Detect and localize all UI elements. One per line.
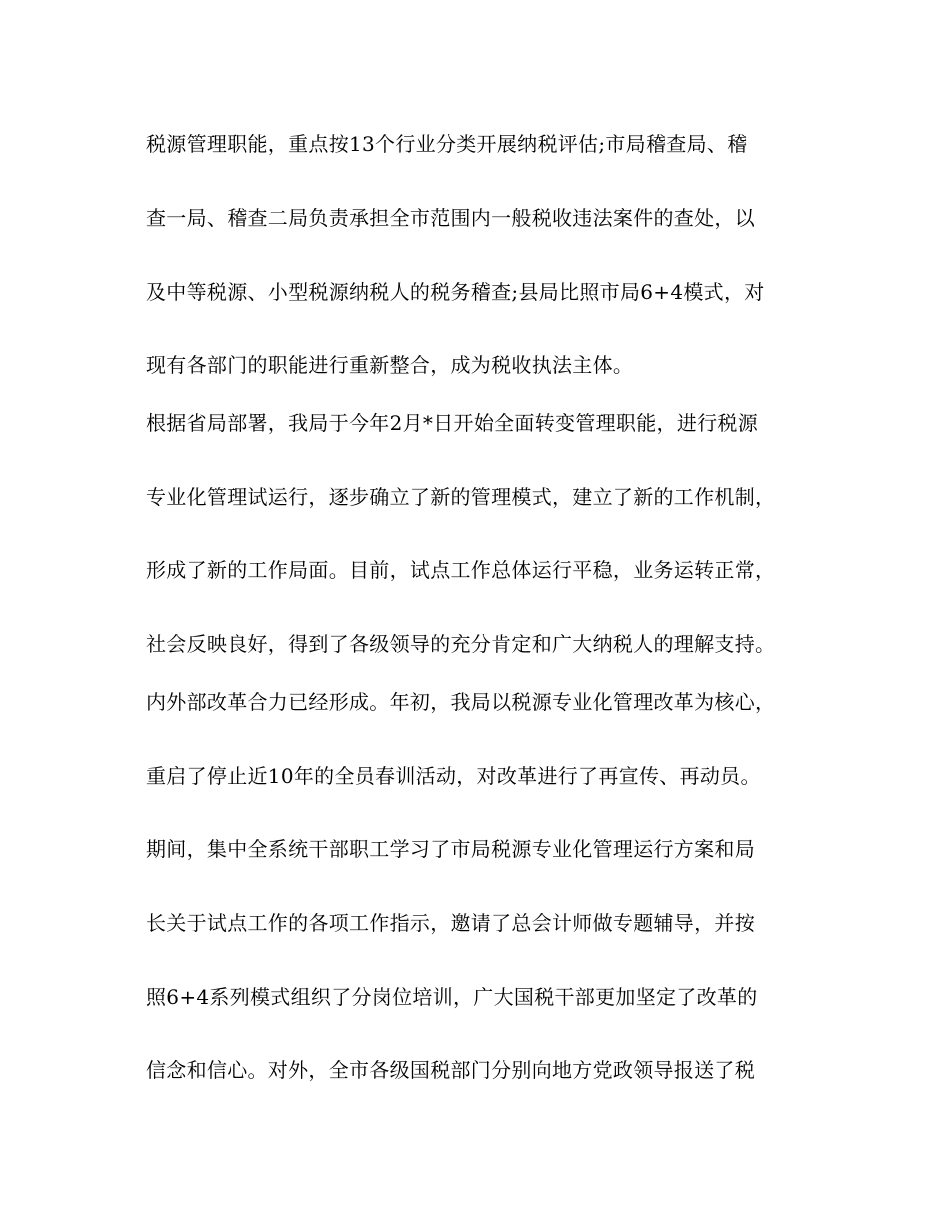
text-line-10: 重启了停止近10年的全员春训活动，对改革进行了再宣传、再动员。 <box>146 764 761 788</box>
text-line-11: 期间，集中全系统干部职工学习了市局税源专业化管理运行方案和局 <box>146 837 755 861</box>
text-line-13: 照6+4系列模式组织了分岗位培训，广大国税干部更加坚定了改革的 <box>146 985 758 1009</box>
text-line-14: 信念和信心。对外，全市各级国税部门分别向地方党政领导报送了税 <box>146 1058 755 1082</box>
text-line-3: 及中等税源、小型税源纳税人的税务稽查;县局比照市局6+4模式，对 <box>146 280 765 304</box>
text-line-9: 内外部改革合力已经形成。年初，我局以税源专业化管理改革为核心， <box>146 690 776 714</box>
text-line-8: 社会反映良好，得到了各级领导的充分肯定和广大纳税人的理解支持。 <box>146 632 776 656</box>
text-line-6: 专业化管理试运行，逐步确立了新的管理模式，建立了新的工作机制， <box>146 485 776 509</box>
text-line-2: 查一局、稽查二局负责承担全市范围内一般税收违法案件的查处，以 <box>146 206 755 230</box>
text-line-4: 现有各部门的职能进行重新整合，成为税收执法主体。 <box>146 353 634 377</box>
text-line-1: 税源管理职能，重点按13个行业分类开展纳税评估;市局稽查局、稽 <box>146 132 748 156</box>
text-line-5: 根据省局部署，我局于今年2月*日开始全面转变管理职能，进行税源 <box>146 411 759 435</box>
text-line-12: 长关于试点工作的各项工作指示，邀请了总会计师做专题辅导，并按 <box>146 911 755 935</box>
text-line-7: 形成了新的工作局面。目前，试点工作总体运行平稳，业务运转正常， <box>146 558 776 582</box>
